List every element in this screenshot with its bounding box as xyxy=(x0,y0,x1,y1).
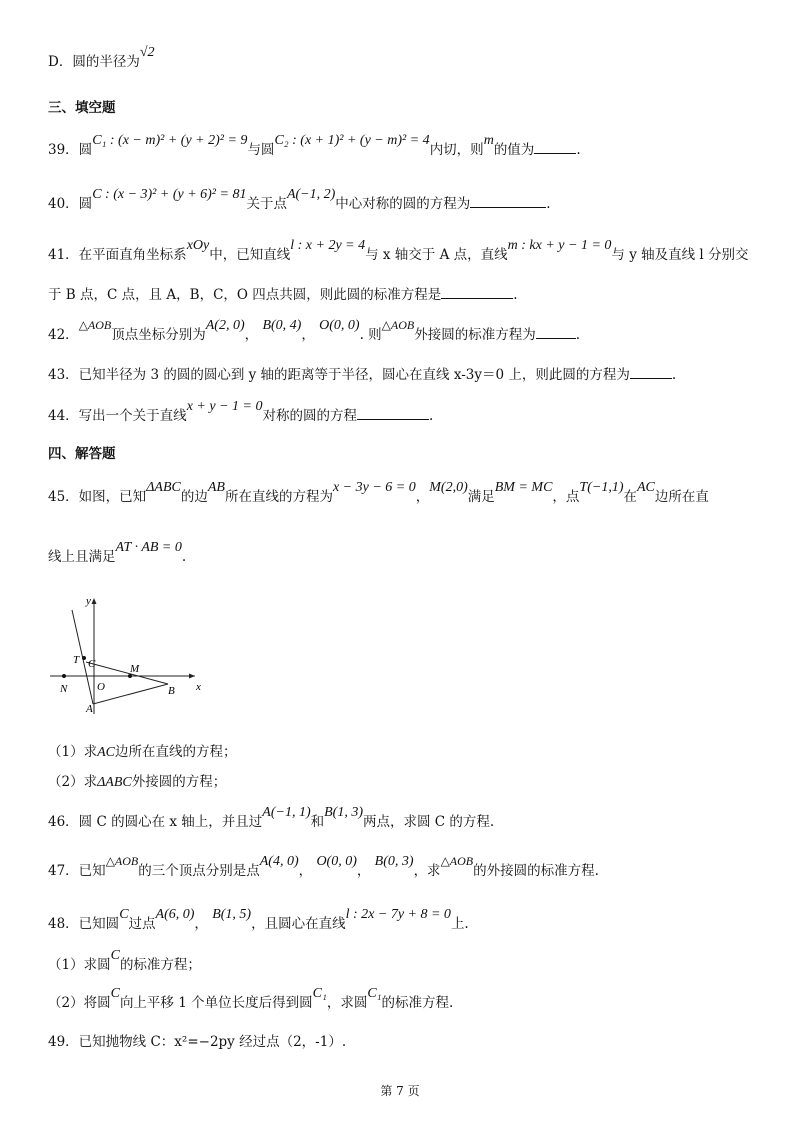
q45-1-ac: AC xyxy=(97,745,115,760)
q47-tri2: △AOB xyxy=(440,854,474,868)
q44-num: 44．写出一个关于直线 xyxy=(48,408,187,424)
q42-num: 42． xyxy=(48,327,79,343)
q39-c2: C₂ : (x + 1)² + (y − m)² = 4 xyxy=(274,133,430,148)
q43-dot: . xyxy=(671,367,677,383)
q48-2-t3: ，求圆 xyxy=(326,995,368,1011)
q41-xoy: xOy xyxy=(186,238,210,253)
option-d-text: D．圆的半径为 xyxy=(48,54,140,70)
q48-1-t1: （1）求圆 xyxy=(48,957,111,973)
q45-ab: AB xyxy=(207,480,225,495)
q48-b: B(1, 5) xyxy=(212,907,252,922)
q47-a: A(4, 0) xyxy=(259,854,299,869)
q45-eq: x − 3y − 6 = 0 xyxy=(332,480,416,495)
q46-b: B(1, 3) xyxy=(324,805,364,820)
q45-t5: 在 xyxy=(623,489,637,505)
question-45-line2 xyxy=(48,540,187,568)
q48-1-c: C xyxy=(110,948,120,963)
q42-dot: . xyxy=(575,327,581,343)
q39-c1: C₁ : (x − m)² + (y + 2)² = 9 xyxy=(92,133,248,148)
q49-text: 49．已知抛物线 C：x²=−2py 经过点（2，-1）. xyxy=(48,1034,347,1050)
question-45 xyxy=(48,480,709,508)
q47-t2: 的三个顶点分别是点 xyxy=(138,863,260,879)
q45-comma: ， xyxy=(415,489,430,505)
q48-t4: 上. xyxy=(450,916,469,932)
label-m: M xyxy=(130,663,140,675)
q39-end: 的值为 xyxy=(493,142,535,158)
q45-t: T(−1,1) xyxy=(579,480,624,495)
q45-ac: AC xyxy=(636,480,655,495)
question-48-part1 xyxy=(48,948,201,976)
q48-2-c1b: C₁ xyxy=(367,986,382,1001)
q42-t2: . 则 xyxy=(359,327,382,343)
q47-tri: △AOB xyxy=(105,854,139,868)
q45-dotprod: AT · AB = 0 xyxy=(115,540,182,555)
q48-c: C xyxy=(119,907,129,922)
q40-mid: 关于点 xyxy=(246,196,287,212)
q43-answer-blank[interactable] xyxy=(630,364,672,379)
q42-t1: 顶点坐标分别为 xyxy=(111,327,206,343)
q39-mid: 与圆 xyxy=(247,142,275,158)
q44-eq: x + y − 1 = 0 xyxy=(186,399,263,414)
question-47: 47．已知△AOB的三个顶点分别是点A(4, 0)， O(0, 0)， B(0, 3)，求△AOB的外接圆的标准方程. xyxy=(48,854,599,879)
q39-num: 39．圆 xyxy=(48,142,93,158)
q48-l: l : 2x − 7y + 8 = 0 xyxy=(345,907,451,922)
q48-t2: 过点 xyxy=(128,916,156,932)
y-axis-arrow xyxy=(92,598,97,604)
q41-t3: 与 y 轴及直线 l 分别交 xyxy=(611,247,749,263)
question-48-part2 xyxy=(48,986,454,1014)
q44-dot: . xyxy=(428,408,434,424)
q47-b: B(0, 3) xyxy=(374,854,414,869)
triangle-figure xyxy=(50,592,210,717)
q40-c: C : (x − 3)² + (y + 6)² = 81 xyxy=(92,187,247,202)
q40-dot: . xyxy=(546,196,551,212)
q43-text: 43．已知半径为 3 的圆的圆心到 y 轴的距离等于半径，圆心在直线 x-3y＝0 上，则此圆的方程为 xyxy=(48,367,630,383)
q40-after: 中心对称的圆的方程为 xyxy=(335,196,471,212)
question-41-line2 xyxy=(48,284,518,305)
question-44 xyxy=(48,399,434,427)
q45-t1: 的边 xyxy=(180,489,208,505)
q39-after: 内切，则 xyxy=(429,142,484,158)
q45-line2: 线上且满足 xyxy=(48,549,116,565)
question-49 xyxy=(48,1032,346,1052)
option-d xyxy=(48,45,155,73)
q42-tri: △AOB xyxy=(78,318,112,332)
question-45-part1 xyxy=(48,742,236,763)
q44-answer-blank[interactable] xyxy=(357,405,429,420)
q41-t1: 中，已知直线 xyxy=(209,247,291,263)
question-43 xyxy=(48,364,676,385)
label-x: x xyxy=(196,681,201,693)
point-n xyxy=(62,674,66,678)
q48-1-t2: 的标准方程； xyxy=(119,957,201,973)
q48-2-c1: C₁ xyxy=(312,986,327,1001)
q40-answer-blank[interactable] xyxy=(470,193,546,208)
sqrt2-math: √2 xyxy=(139,45,155,60)
q45-tri: ΔABC xyxy=(146,480,181,495)
q41-t2: 与 x 轴交于 A 点，直线 xyxy=(365,247,508,263)
q42-t3: 外接圆的标准方程为 xyxy=(414,327,536,343)
section-fill-in-heading: 三、填空题 xyxy=(48,100,116,116)
label-a: A xyxy=(86,703,93,715)
q39-dot: . xyxy=(576,142,581,158)
q47-t4: 的外接圆的标准方程. xyxy=(473,863,599,879)
q42-answer-blank[interactable] xyxy=(536,324,576,339)
q48-2-c: C xyxy=(110,986,120,1001)
q40-num: 40．圆 xyxy=(48,196,93,212)
q48-t3: ，且圆心在直线 xyxy=(251,916,346,932)
q46-and: 和 xyxy=(310,814,325,830)
q45-2-t1: （2）求 xyxy=(48,774,98,790)
q45-m: M(2,0) xyxy=(429,480,468,495)
label-n: N xyxy=(60,683,68,695)
q48-2-t1: （2）将圆 xyxy=(48,995,111,1011)
q47-t1: 47．已知 xyxy=(48,863,106,879)
q47-o: O(0, 0) xyxy=(316,854,357,869)
x-axis-arrow xyxy=(189,674,195,679)
q48-a: A(6, 0) xyxy=(155,907,195,922)
page-number: 第 7 页 xyxy=(380,1084,420,1098)
q48-2-t2: 向上平移 1 个单位长度后得到圆 xyxy=(119,995,313,1011)
question-46 xyxy=(48,805,495,833)
q42-o: O(0, 0) xyxy=(319,318,360,333)
point-t xyxy=(82,656,86,660)
q45-t2: 所在直线的方程为 xyxy=(224,489,333,505)
q45-t6: 边所在直 xyxy=(654,489,709,505)
q41-m: m : kx + y − 1 = 0 xyxy=(507,238,612,253)
q41-line2: 于 B 点，C 点，且 A，B，C，O 四点共圆，则此圆的标准方程是 xyxy=(48,287,442,303)
q39-answer-blank[interactable] xyxy=(534,139,576,154)
question-45-part2 xyxy=(48,772,226,793)
q46-t1: 46．圆 C 的圆心在 x 轴上，并且过 xyxy=(48,814,263,830)
q44-t1: 对称的圆的方程 xyxy=(262,408,357,424)
q47-t3: ，求 xyxy=(413,863,441,879)
question-39 xyxy=(48,133,581,161)
q39-m: m xyxy=(483,133,494,148)
q41-l: l : x + 2y = 4 xyxy=(290,238,366,253)
q45-2-t2: 外接圆的方程； xyxy=(131,774,227,790)
q45-1-t1: （1）求 xyxy=(48,744,98,760)
q46-a: A(−1, 1) xyxy=(262,805,311,820)
question-48: 48．已知圆C过点A(6, 0)， B(1, 5)，且圆心在直线l : 2x − 7y + 8 = 0上. xyxy=(48,907,469,932)
q45-vec: BM = MC xyxy=(494,480,553,495)
label-y: y xyxy=(86,595,91,607)
q40-a: A(−1, 2) xyxy=(286,187,336,202)
q45-2-tri: ΔABC xyxy=(97,775,132,790)
q48-2-t4: 的标准方程. xyxy=(381,995,454,1011)
q45-dot: . xyxy=(181,549,187,565)
label-t: T xyxy=(73,654,80,666)
q42-tri2: △AOB xyxy=(381,318,415,332)
label-b: B xyxy=(168,685,175,697)
question-41 xyxy=(48,238,749,266)
question-40 xyxy=(48,187,551,215)
q42-a: A(2, 0) xyxy=(205,318,245,333)
q41-num: 41．在平面直角坐标系 xyxy=(48,247,187,263)
q48-t1: 48．已知圆 xyxy=(48,916,120,932)
q45-t4: ，点 xyxy=(552,489,580,505)
q45-num: 45．如图，已知 xyxy=(48,489,147,505)
section-answer-heading: 四、解答题 xyxy=(48,446,116,462)
q42-b: B(0, 4) xyxy=(262,318,302,333)
label-c: C xyxy=(88,658,96,670)
q41-answer-blank[interactable] xyxy=(441,284,513,299)
q46-t2: 两点，求圆 C 的方程. xyxy=(363,814,495,830)
q41-dot: . xyxy=(513,287,518,303)
q45-t3: 满足 xyxy=(467,489,495,505)
q45-1-t2: 边所在直线的方程； xyxy=(114,744,237,760)
question-42: 42．△AOB顶点坐标分别为A(2, 0)， B(0, 4)， O(0, 0). 则△AOB外接圆的标准方程为 . xyxy=(48,318,581,343)
label-o: O xyxy=(97,681,105,693)
